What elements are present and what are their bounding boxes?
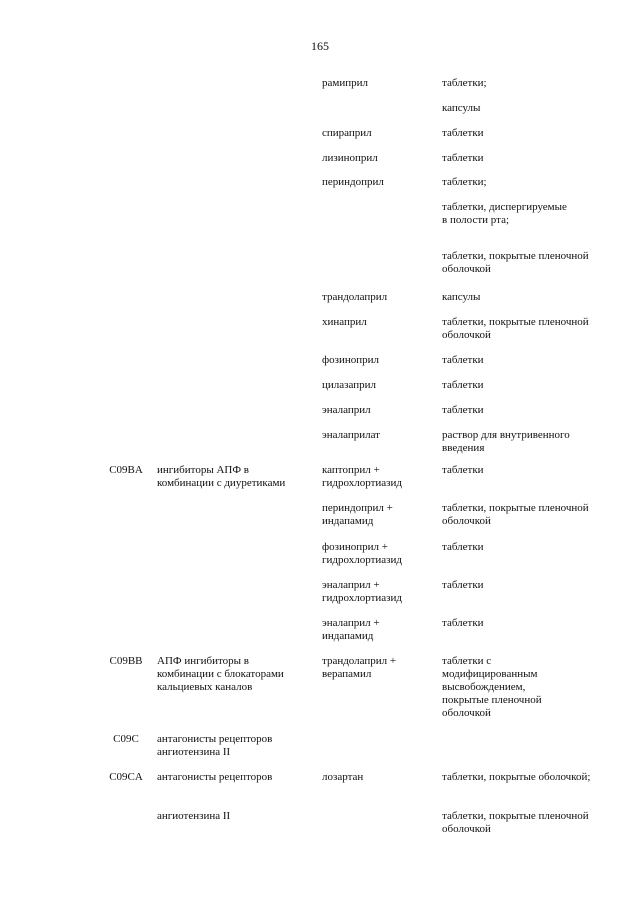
drug-name: эналаприл + индапамид: [322, 617, 380, 642]
dosage-form: таблетки: [442, 152, 484, 164]
drug-name: лозартан: [322, 771, 364, 783]
dosage-form: таблетки, покрытые пленочной оболочкой: [442, 250, 589, 275]
atc-code: C09CA: [109, 771, 143, 783]
atc-group: антагонисты рецепторов ангиотензина II: [157, 733, 273, 758]
drug-name: спираприл: [322, 127, 372, 139]
atc-group: антагонисты рецепторов: [157, 771, 273, 783]
atc-code: C09BA: [109, 464, 143, 476]
dosage-form: таблетки, покрытые оболочкой;: [442, 771, 591, 783]
drug-name: фозиноприл + гидрохлортиазид: [322, 541, 402, 566]
drug-name: фозиноприл: [322, 354, 380, 366]
dosage-form: таблетки, покрытые пленочной оболочкой: [442, 316, 589, 341]
drug-name: каптоприл + гидрохлортиазид: [322, 464, 402, 489]
dosage-form: таблетки: [442, 541, 484, 553]
dosage-form: таблетки: [442, 127, 484, 139]
drug-name: эналаприл + гидрохлортиазид: [322, 579, 402, 604]
drug-name: трандолаприл + верапамил: [322, 655, 397, 680]
dosage-form: таблетки: [442, 579, 484, 591]
dosage-form: капсулы: [442, 102, 481, 114]
dosage-form: таблетки, покрытые пленочной оболочкой: [442, 810, 589, 835]
dosage-form: таблетки: [442, 464, 484, 476]
drug-name: трандолаприл: [322, 291, 388, 303]
dosage-form: таблетки: [442, 617, 484, 629]
dosage-form: таблетки: [442, 404, 484, 416]
drug-name: эналаприл: [322, 404, 371, 416]
dosage-form: таблетки;: [442, 176, 487, 188]
dosage-form: капсулы: [442, 291, 481, 303]
atc-group: АПФ ингибиторы в комбинации с блокаторами кальциевых каналов: [157, 655, 284, 693]
dosage-form: таблетки, покрытые пленочной оболочкой: [442, 502, 589, 527]
drug-name: рамиприл: [322, 77, 368, 89]
drug-name: цилазаприл: [322, 379, 376, 391]
drug-name: хинаприл: [322, 316, 367, 328]
atc-code: C09C: [113, 733, 139, 745]
drug-name: периндоприл + индапамид: [322, 502, 393, 527]
drug-name: лизиноприл: [322, 152, 378, 164]
drug-name: эналаприлат: [322, 429, 380, 441]
dosage-form: таблетки, диспергируемые в полости рта;: [442, 201, 567, 226]
atc-group: ингибиторы АПФ в комбинации с диуретиками: [157, 464, 286, 489]
page-number: 165: [311, 39, 329, 53]
dosage-form: таблетки: [442, 354, 484, 366]
drug-name: периндоприл: [322, 176, 384, 188]
dosage-form: таблетки: [442, 379, 484, 391]
dosage-form: раствор для внутривенного введения: [442, 429, 570, 454]
dosage-form: таблетки с модифицированным высвобождением, покрытые пленочной оболочкой: [442, 655, 542, 719]
atc-code: C09BB: [109, 655, 143, 667]
atc-group: ангиотензина II: [157, 810, 231, 822]
dosage-form: таблетки;: [442, 77, 487, 89]
